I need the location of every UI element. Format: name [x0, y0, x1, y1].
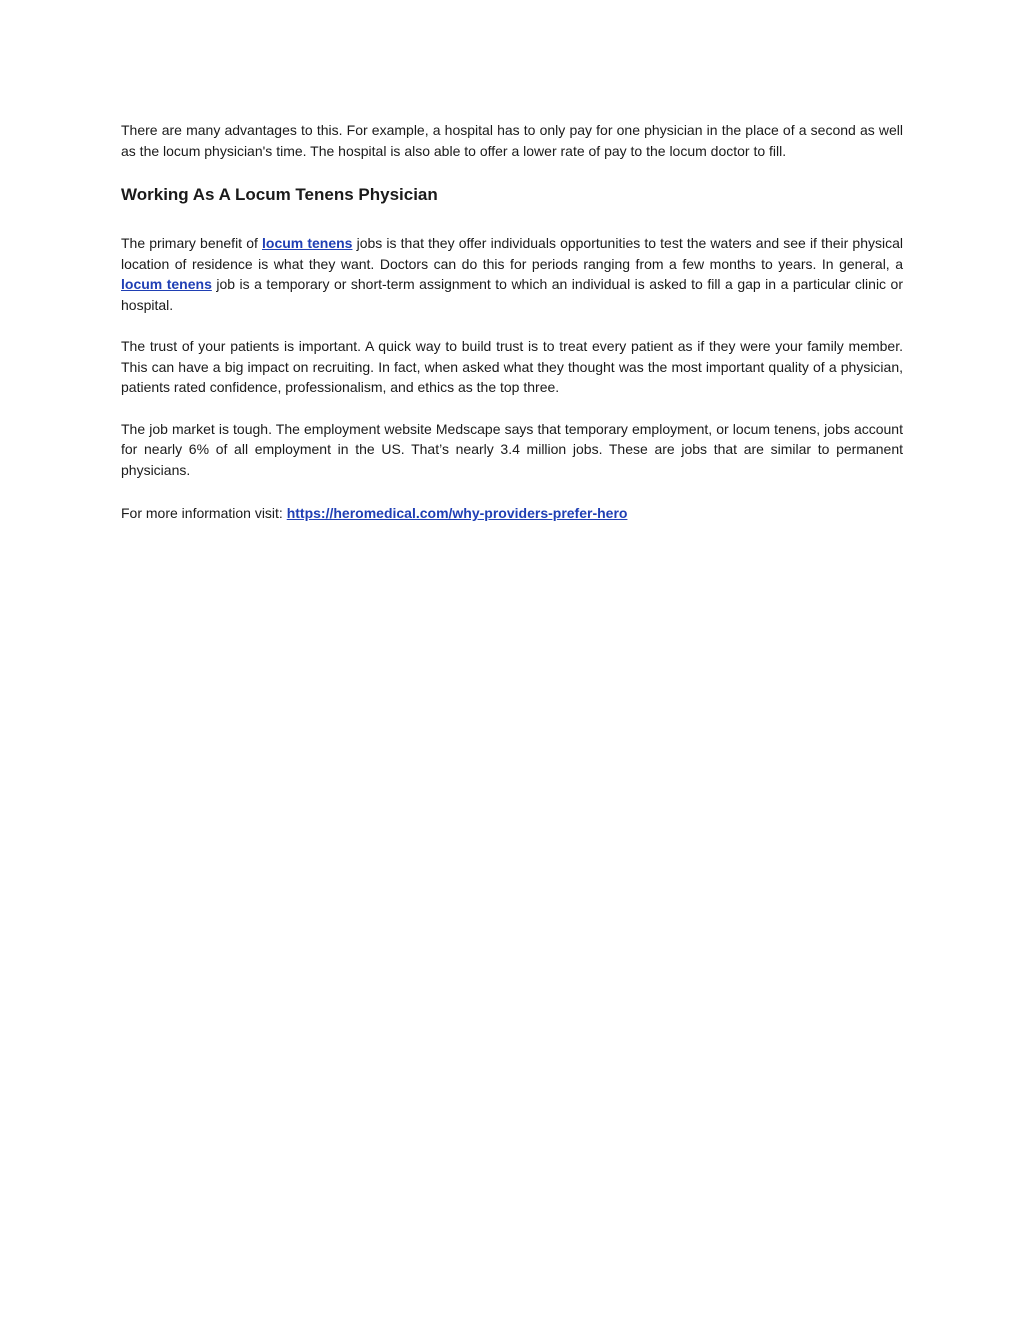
job-market-paragraph: The job market is tough. The employment website Medscape says that temporary employment, or locum tenens, jobs account for nearly 6% of all employment in the US. That’s nearly 3.4 million jobs. These are jobs that are similar to permanent physicians.	[121, 420, 903, 478]
more-info-label: For more information visit:	[121, 505, 287, 521]
heromedical-link[interactable]: https://heromedical.com/why-providers-prefer-hero	[286, 505, 628, 521]
more-info-paragraph	[121, 503, 903, 524]
benefit-paragraph	[121, 233, 903, 315]
benefit-text-1: The primary benefit of	[121, 235, 262, 251]
trust-paragraph: The trust of your patients is important. A quick way to build trust is to treat every patient as if they were your family member. This can have a big impact on recruiting. In fact, when asked what they thought was the most important quality of a physician, patients rated confidence, professionalism, and ethics as the top three.	[121, 338, 903, 395]
intro-paragraph: There are many advantages to this. For example, a hospital has to only pay for one physician in the place of a second as well as the locum physician's time. The hospital is also able to offer a lower rate of pay to the locum doctor to fill.	[121, 122, 903, 159]
benefit-text-2: jobs is that they offer individuals opportunities to test the waters and see if their physical location of residence is what they want. Doctors can do this for periods ranging from a few months to years. In general, a	[121, 235, 904, 272]
document-page	[121, 120, 903, 524]
locum-tenens-link-2[interactable]: locum tenens	[121, 276, 212, 292]
locum-tenens-link-1[interactable]: locum tenens	[262, 235, 353, 251]
benefit-text-3: job is a temporary or short-term assignment to which an individual is asked to fill a gap in a particular clinic or hospital.	[121, 276, 903, 313]
section-heading: Working As A Locum Tenens Physician	[121, 185, 438, 204]
